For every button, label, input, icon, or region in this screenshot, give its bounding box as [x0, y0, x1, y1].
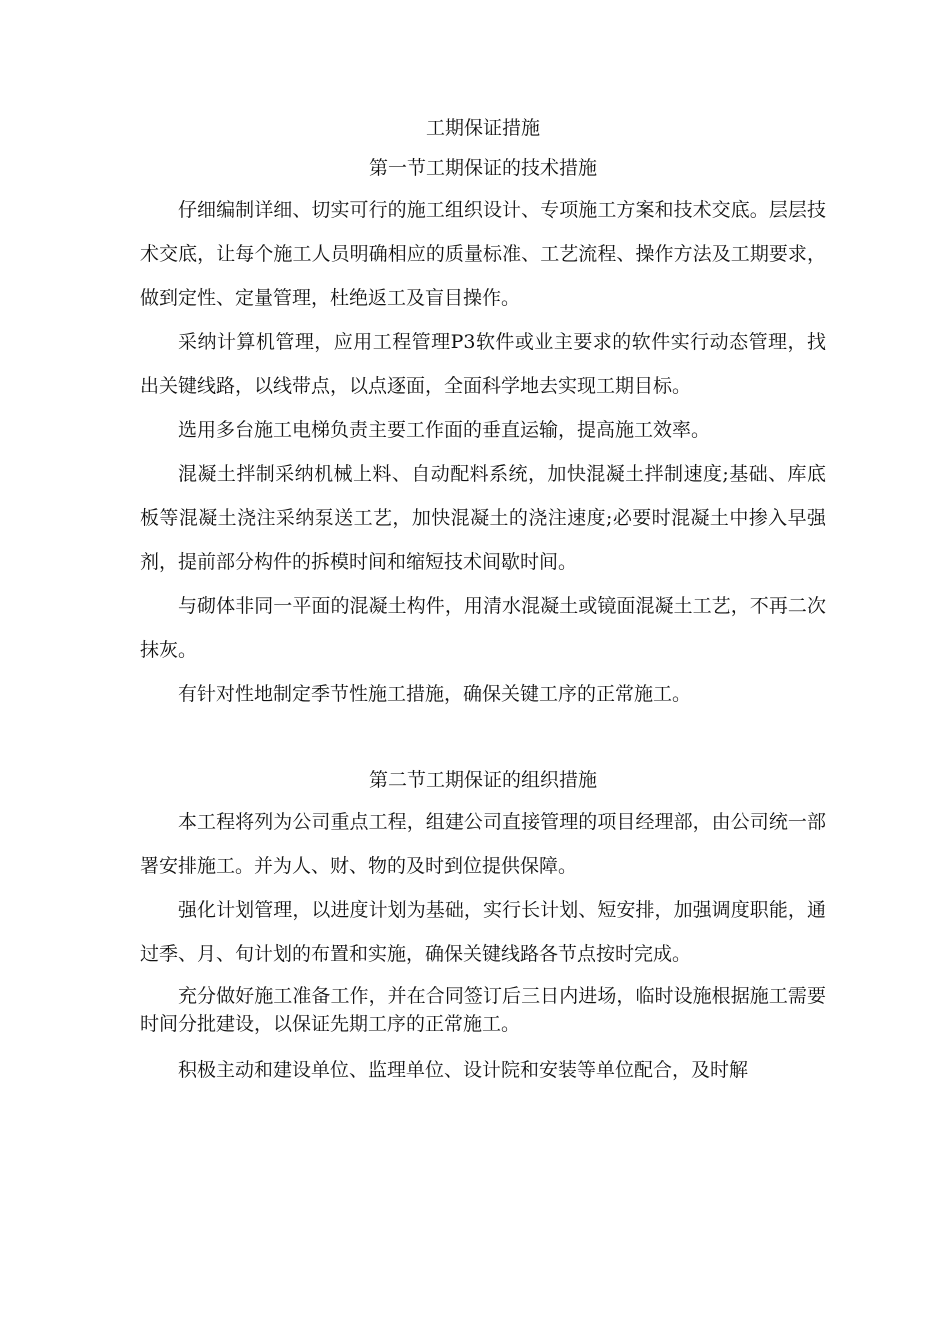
- paragraph: 与砌体非同一平面的混凝土构件，用清水混凝土或镜面混凝土工艺，不再二次抹灰。: [140, 595, 826, 661]
- paragraph: 仔细编制详细、切实可行的施工组织设计、专项施工方案和技术交底。层层技术交底，让每个施工人员明确相应的质量标准、工艺流程、操作方法及工期要求，做到定性、定量管理，杜绝返工及盲目操作。: [140, 199, 826, 309]
- paragraph: 混凝土拌制采纳机械上料、自动配料系统，加快混凝土拌制速度;基础、库底板等混凝土浇注采纳泵送工艺，加快混凝土的浇注速度;必要时混凝土中掺入早强剂，提前部分构件的拆模时间和缩短技术间歇时间。: [140, 463, 826, 573]
- paragraph: 强化计划管理，以进度计划为基础，实行长计划、短安排，加强调度职能，通过季、月、旬计划的布置和实施，确保关键线路各节点按时完成。: [140, 899, 826, 965]
- document-title: 工期保证措施: [425, 117, 540, 139]
- paragraph: 有针对性地制定季节性施工措施，确保关键工序的正常施工。: [178, 683, 692, 705]
- paragraph: 本工程将列为公司重点工程，组建公司直接管理的项目经理部，由公司统一部署安排施工。并为人、财、物的及时到位提供保障。: [140, 811, 826, 877]
- section-1-heading: 第一节工期保证的技术措施: [368, 157, 597, 179]
- paragraph: 充分做好施工准备工作，并在合同签订后三日内进场，临时设施根据施工需要时间分批建设，以保证先期工序的正常施工。: [140, 985, 826, 1035]
- paragraph: 积极主动和建设单位、监理单位、设计院和安装等单位配合，及时解: [178, 1059, 749, 1081]
- document-body: [140, 108, 826, 1092]
- paragraph: 选用多台施工电梯负责主要工作面的垂直运输，提高施工效率。: [178, 419, 711, 441]
- section-2-heading: 第二节工期保证的组织措施: [368, 769, 597, 791]
- section-spacer: [140, 716, 826, 760]
- paragraph: 采纳计算机管理，应用工程管理P3软件或业主要求的软件实行动态管理，找出关键线路，以线带点，以点逐面，全面科学地去实现工期目标。: [140, 331, 826, 397]
